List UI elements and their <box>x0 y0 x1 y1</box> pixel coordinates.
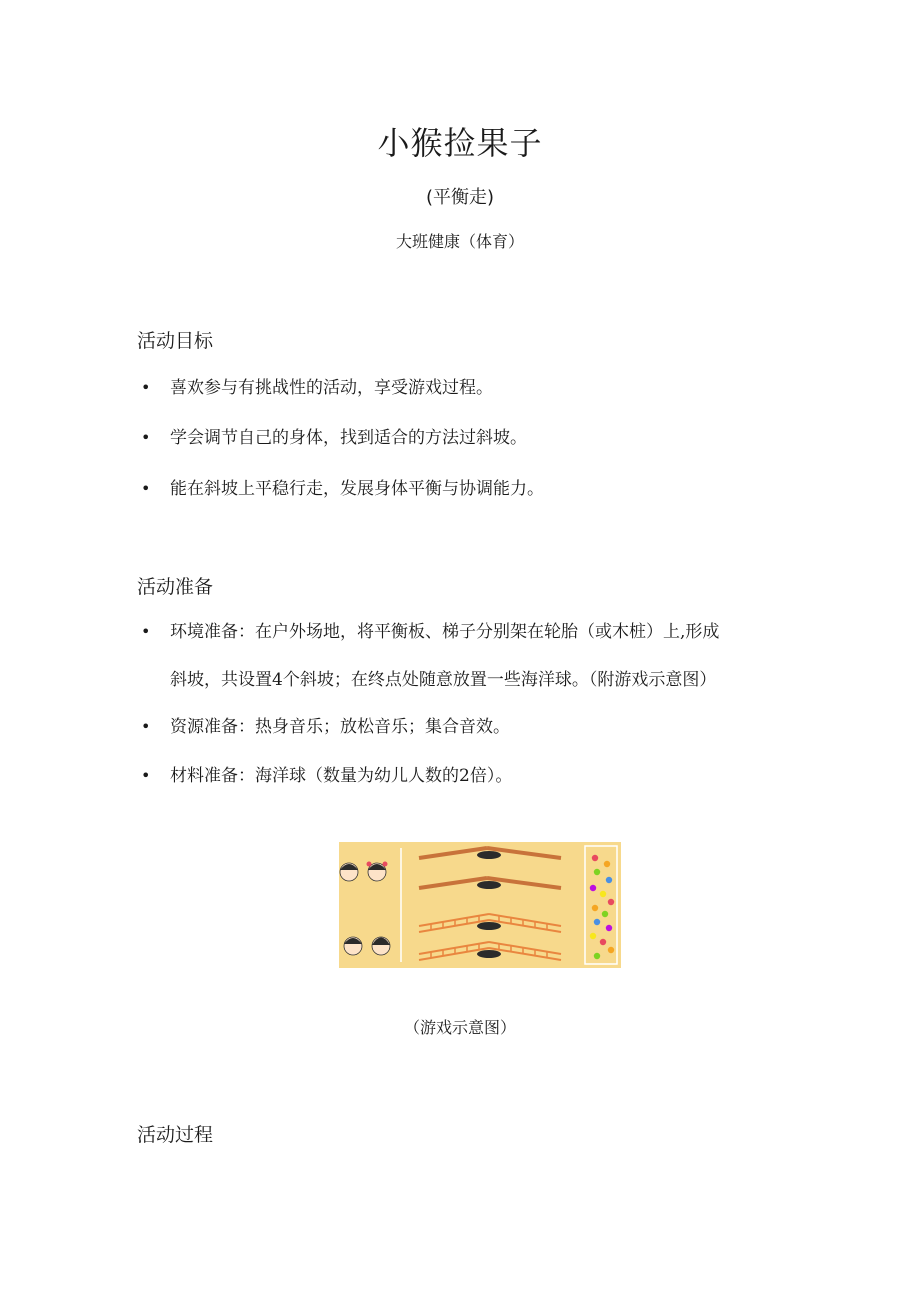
page-subtitle: (平衡走) <box>425 187 495 208</box>
bullet-icon: • <box>141 428 151 447</box>
ocean-ball <box>600 891 606 897</box>
ocean-ball <box>594 919 600 925</box>
page-category: 大班健康（体育） <box>395 232 524 251</box>
ocean-ball <box>606 877 612 883</box>
child-face-icon <box>340 863 358 881</box>
goal-item: 能在斜坡上平稳行走，发展身体平衡与协调能力。 <box>170 479 544 499</box>
ocean-ball <box>592 905 598 911</box>
bullet-icon: • <box>141 717 151 736</box>
child-face-icon <box>344 937 362 955</box>
ocean-ball <box>602 911 608 917</box>
bullet-icon: • <box>141 378 151 397</box>
ocean-ball <box>600 939 606 945</box>
child-face-icon <box>372 937 390 955</box>
ocean-ball <box>590 885 596 891</box>
prep-item: 材料准备：海洋球（数量为幼儿人数的2倍）。 <box>170 766 513 786</box>
ocean-ball <box>604 861 610 867</box>
bullet-icon: • <box>141 479 151 498</box>
ocean-ball <box>592 855 598 861</box>
prep-item-continuation: 斜坡，共设置4个斜坡；在终点处随意放置一些海洋球。（附游戏示意图） <box>170 670 717 690</box>
page-title: 小猴捡果子 <box>377 124 543 162</box>
goal-item: 喜欢参与有挑战性的活动，享受游戏过程。 <box>170 378 493 398</box>
goal-item: 学会调节自己的身体，找到适合的方法过斜坡。 <box>170 428 527 448</box>
ocean-ball <box>594 953 600 959</box>
bullet-icon: • <box>141 622 151 641</box>
bullet-icon: • <box>141 766 151 785</box>
figure-caption: （游戏示意图） <box>403 1018 516 1037</box>
prep-item: 资源准备：热身音乐；放松音乐；集合音效。 <box>170 717 510 737</box>
ocean-ball <box>608 947 614 953</box>
section-heading-process: 活动过程 <box>137 1124 214 1146</box>
ocean-ball <box>594 869 600 875</box>
section-heading-preparation: 活动准备 <box>137 576 214 598</box>
game-diagram <box>339 842 621 968</box>
ocean-ball <box>608 899 614 905</box>
prep-item: 环境准备：在户外场地，将平衡板、梯子分别架在轮胎（或木桩）上,形成 <box>170 622 720 642</box>
section-heading-goals: 活动目标 <box>137 330 214 352</box>
ocean-ball <box>606 925 612 931</box>
ocean-ball <box>590 933 596 939</box>
